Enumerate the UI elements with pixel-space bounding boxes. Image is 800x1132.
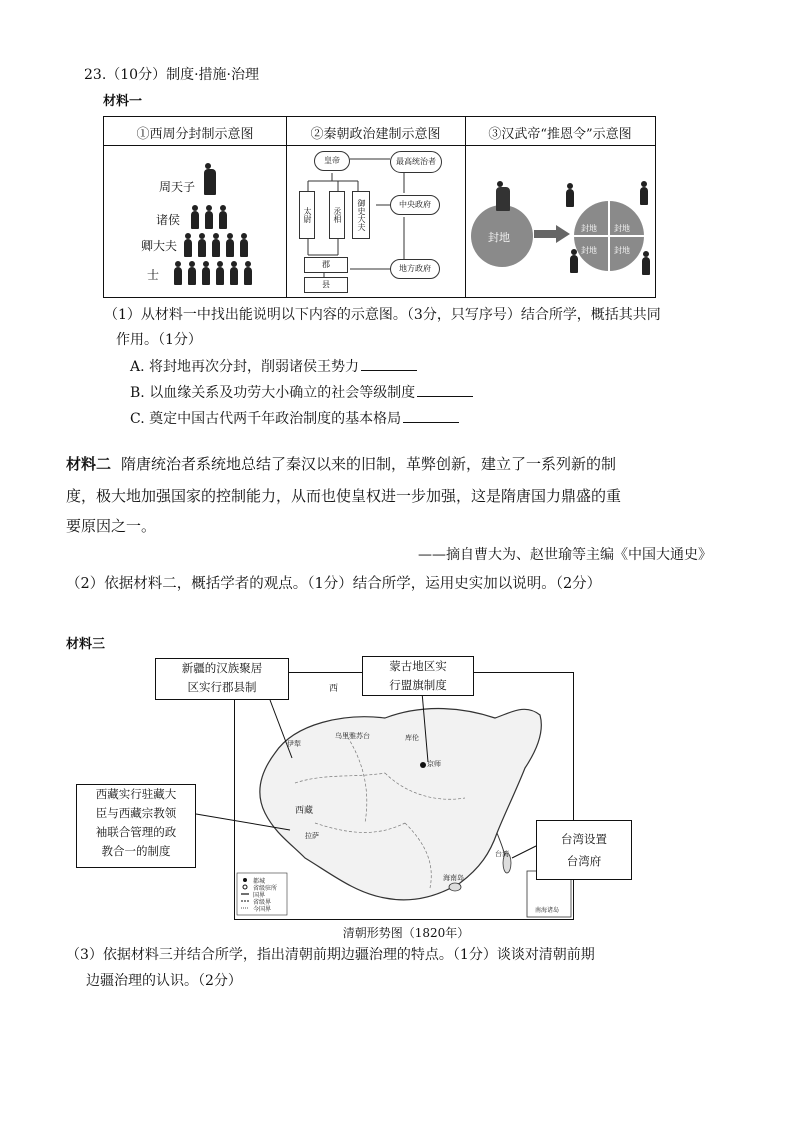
header-qin: ②秦朝政治建制示意图 xyxy=(310,127,441,142)
material2-paragraph xyxy=(66,454,726,474)
qin-xian: 县 xyxy=(304,277,348,293)
material2-line1: 隋唐统治者系统地总结了秦汉以来的旧制，革弊创新，建立了一系列新的制 xyxy=(121,455,617,473)
callout-mongolia-line2: 行盟旗制度 xyxy=(389,678,447,692)
rank-zhuhou: 诸侯 xyxy=(156,213,181,227)
header-zhou: ①西周分封制示意图 xyxy=(136,127,254,142)
qin-chengxiang: 丞相 xyxy=(329,191,345,239)
fief-piece-3: 封地 xyxy=(581,246,597,255)
map-label-kulun: 库伦 xyxy=(405,734,419,742)
person-figure xyxy=(240,239,248,257)
q3-line1: （3）依据材料三并结合所学，指出清朝前期边疆治理的特点。（1分）谈谈对清朝前期 xyxy=(66,947,595,963)
person-figure xyxy=(566,189,574,207)
map-label-tibet: 西藏 xyxy=(295,806,314,816)
person-figure xyxy=(230,267,238,285)
map-label-hainan: 海南岛 xyxy=(443,874,464,882)
rank-tianzi: 周天子 xyxy=(159,180,196,194)
option-c xyxy=(130,408,459,428)
callout-xinjiang xyxy=(155,658,289,700)
callout-taiwan xyxy=(536,820,632,880)
q3-line2: 边疆治理的认识。（2分） xyxy=(86,973,242,989)
person-figure xyxy=(205,211,213,229)
qin-emperor: 皇帝 xyxy=(314,151,350,171)
qin-yushidafu: 御史大夫 xyxy=(352,191,370,239)
big-fief-label: 封地 xyxy=(488,231,510,244)
map-label-west: 西 xyxy=(329,684,339,694)
qin-supreme-ruler: 最高统治者 xyxy=(390,151,442,173)
qin-local-govt: 地方政府 xyxy=(390,259,440,279)
fief-piece-4: 封地 xyxy=(614,246,630,255)
callout-tibet-line1: 西藏实行驻藏大 xyxy=(95,787,177,801)
fief-piece-2: 封地 xyxy=(614,224,630,233)
callout-tibet xyxy=(76,784,196,868)
material2-line2: 度，极大地加强国家的控制能力，从而也使皇权进一步加强，这是隋唐国力鼎盛的重 xyxy=(66,487,622,505)
person-figure xyxy=(642,257,650,275)
q1-line2: 作用。（1分） xyxy=(116,332,202,348)
map-label-wuliyasutai: 乌里雅苏台 xyxy=(335,732,370,740)
callout-xinjiang-line2: 区实行郡县制 xyxy=(187,680,257,694)
divided-fief-circle xyxy=(574,201,644,271)
question-heading: 23.（10分）制度·措施·治理 xyxy=(84,67,259,83)
qin-central-govt: 中央政府 xyxy=(390,195,440,215)
material1-label: 材料一 xyxy=(103,94,143,109)
callout-mongolia-line1: 蒙古地区实 xyxy=(389,659,447,673)
qin-taiwei: 太尉 xyxy=(299,191,315,239)
person-figure xyxy=(640,187,648,205)
column-divider xyxy=(465,117,466,297)
material3-label: 材料三 xyxy=(66,637,106,652)
callout-taiwan-line1: 台湾设置 xyxy=(561,832,607,846)
callout-tibet-line4: 教合一的制度 xyxy=(101,844,171,858)
material1-table xyxy=(103,116,656,298)
callout-tibet-line2: 臣与西藏宗教领 xyxy=(95,806,177,820)
person-figure xyxy=(244,267,252,285)
tianzi-figure xyxy=(204,169,216,195)
material2-line3: 要原因之一。 xyxy=(66,517,157,535)
map-label-taiwan: 台湾 xyxy=(495,850,509,858)
callout-tibet-line3: 袖联合管理的政 xyxy=(95,825,177,839)
map-caption: 清朝形势图（1820年） xyxy=(342,926,470,940)
option-c-text: C. 奠定中国古代两千年政治制度的基本格局 xyxy=(130,411,402,427)
callout-mongolia xyxy=(362,656,474,696)
option-a-blank[interactable] xyxy=(361,356,417,371)
legend-province-seat: 省级驻所 xyxy=(253,885,278,892)
option-b-blank[interactable] xyxy=(417,382,473,397)
map-label-jingshi: 京师 xyxy=(427,760,441,768)
legend-capital: 都城 xyxy=(253,878,266,885)
person-figure xyxy=(202,267,210,285)
person-figure xyxy=(226,239,234,257)
rank-qingdafu: 卿大夫 xyxy=(141,239,178,253)
map-label-lasa: 拉萨 xyxy=(305,832,319,840)
person-figure xyxy=(174,267,182,285)
person-figure xyxy=(212,239,220,257)
callout-taiwan-line2: 台湾府 xyxy=(566,854,602,868)
map-label-nanhai: 南海诸岛 xyxy=(535,907,560,914)
callout-xinjiang-line1: 新疆的汉族聚居 xyxy=(181,661,263,675)
option-c-blank[interactable] xyxy=(403,408,459,423)
person-figure xyxy=(198,239,206,257)
emperor-figure xyxy=(496,187,510,211)
rank-shi: 士 xyxy=(147,268,160,282)
option-a xyxy=(130,356,417,376)
q1-line1: （1）从材料一中找出能说明以下内容的示意图。（3分，只写序号）结合所学，概括其共同 xyxy=(104,307,661,323)
qin-jun: 郡 xyxy=(304,257,348,273)
q2-text: （2）依据材料二，概括学者的观点。（1分）结合所学，运用史实加以说明。（2分） xyxy=(66,576,602,592)
header-tuien: ③汉武帝“推恩令”示意图 xyxy=(488,127,632,142)
map-label-yili: 伊犁 xyxy=(287,740,301,748)
material2-label: 材料二 xyxy=(66,455,112,473)
material2-source: ——摘自曹大为、赵世瑜等主编《中国大通史》 xyxy=(418,547,712,563)
legend-border: 国界 xyxy=(253,892,266,899)
fief-piece-1: 封地 xyxy=(581,224,597,233)
option-b xyxy=(130,382,473,402)
option-a-text: A. 将封地再次分封，削弱诸侯王势力 xyxy=(130,359,360,375)
person-figure xyxy=(219,211,227,229)
person-figure xyxy=(184,239,192,257)
arrow-icon xyxy=(534,225,570,243)
legend-modern-border: 今国界 xyxy=(253,906,272,913)
person-figure xyxy=(191,211,199,229)
option-b-text: B. 以血缘关系及功劳大小确立的社会等级制度 xyxy=(130,385,416,401)
person-figure xyxy=(188,267,196,285)
person-figure xyxy=(570,255,578,273)
legend-province-border: 省级界 xyxy=(253,899,272,906)
person-figure xyxy=(216,267,224,285)
